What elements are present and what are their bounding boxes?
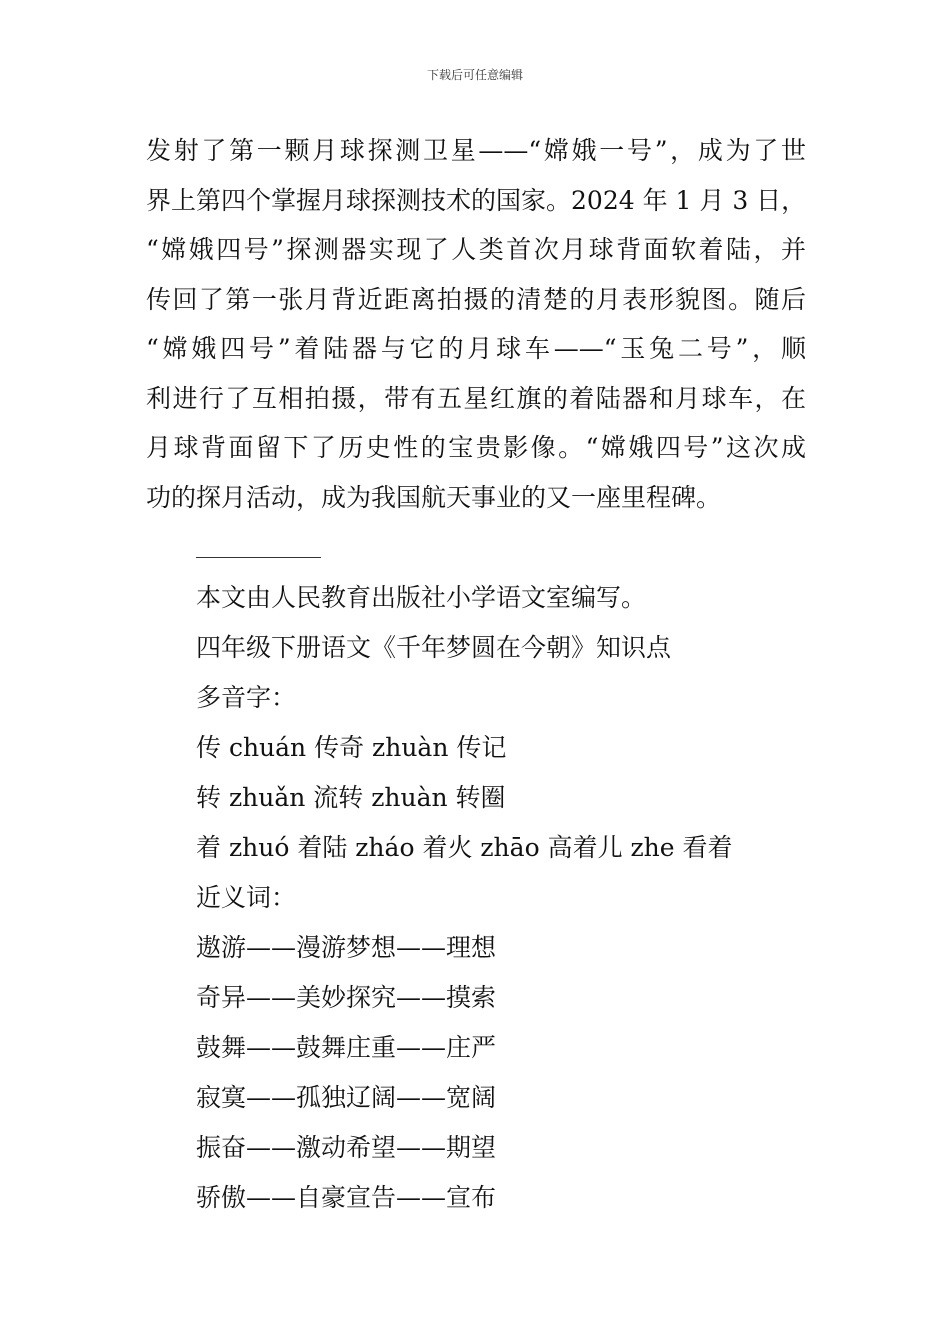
list-item: 奇异——美妙探究——摸索 <box>196 983 497 1012</box>
list-item: 鼓舞——鼓舞庄重——庄严 <box>196 1033 497 1062</box>
heading-polyphones: 多音字： <box>196 683 297 712</box>
credit-line: 本文由人民教育出版社小学语文室编写。 <box>196 583 647 612</box>
list-item: 着 zhuó 着陆 zháo 着火 zhāo 高着儿 zhe 看着 <box>196 833 733 862</box>
paragraph-line: 功的探月活动，成为我国航天事业的又一座里程碑。 <box>146 482 722 512</box>
paragraph-line: 界上第四个掌握月球探测技术的国家。2024 年 1 月 3 日， <box>146 185 807 215</box>
page-header: 下载后可任意编辑 <box>426 68 523 82</box>
list-item: 遨游——漫游梦想——理想 <box>196 933 497 962</box>
paragraph-line: 利进行了互相拍摄，带有五星红旗的着陆器和月球车，在 <box>146 383 806 413</box>
paragraph-line: 发射了第一颗月球探测卫星——“嫦娥一号”，成为了世 <box>146 136 806 165</box>
list-item: 寂寞——孤独辽阔——宽阔 <box>196 1083 497 1112</box>
footnote-divider <box>196 557 321 558</box>
paragraph-line: 传回了第一张月背近距离拍摄的清楚的月表形貌图。随后 <box>146 284 806 314</box>
notes-list <box>196 573 806 1223</box>
section-title: 四年级下册语文《千年梦圆在今朝》知识点 <box>196 633 672 662</box>
heading-synonyms: 近义词： <box>196 883 297 912</box>
paragraph-line: “嫦娥四号”探测器实现了人类首次月球背面软着陆，并 <box>146 235 806 264</box>
list-item: 骄傲——自豪宣告——宣布 <box>196 1183 497 1212</box>
paragraph-line: “嫦娥四号”着陆器与它的月球车——“玉兔二号”，顺 <box>146 334 806 363</box>
list-item: 振奋——激动希望——期望 <box>196 1133 497 1162</box>
paragraph-line: 月球背面留下了历史性的宝贵影像。“嫦娥四号”这次成 <box>146 433 806 462</box>
body-paragraph <box>146 126 806 522</box>
list-item: 传 chuán 传奇 zhuàn 传记 <box>196 733 507 762</box>
list-item: 转 zhuǎn 流转 zhuàn 转圈 <box>196 783 506 812</box>
